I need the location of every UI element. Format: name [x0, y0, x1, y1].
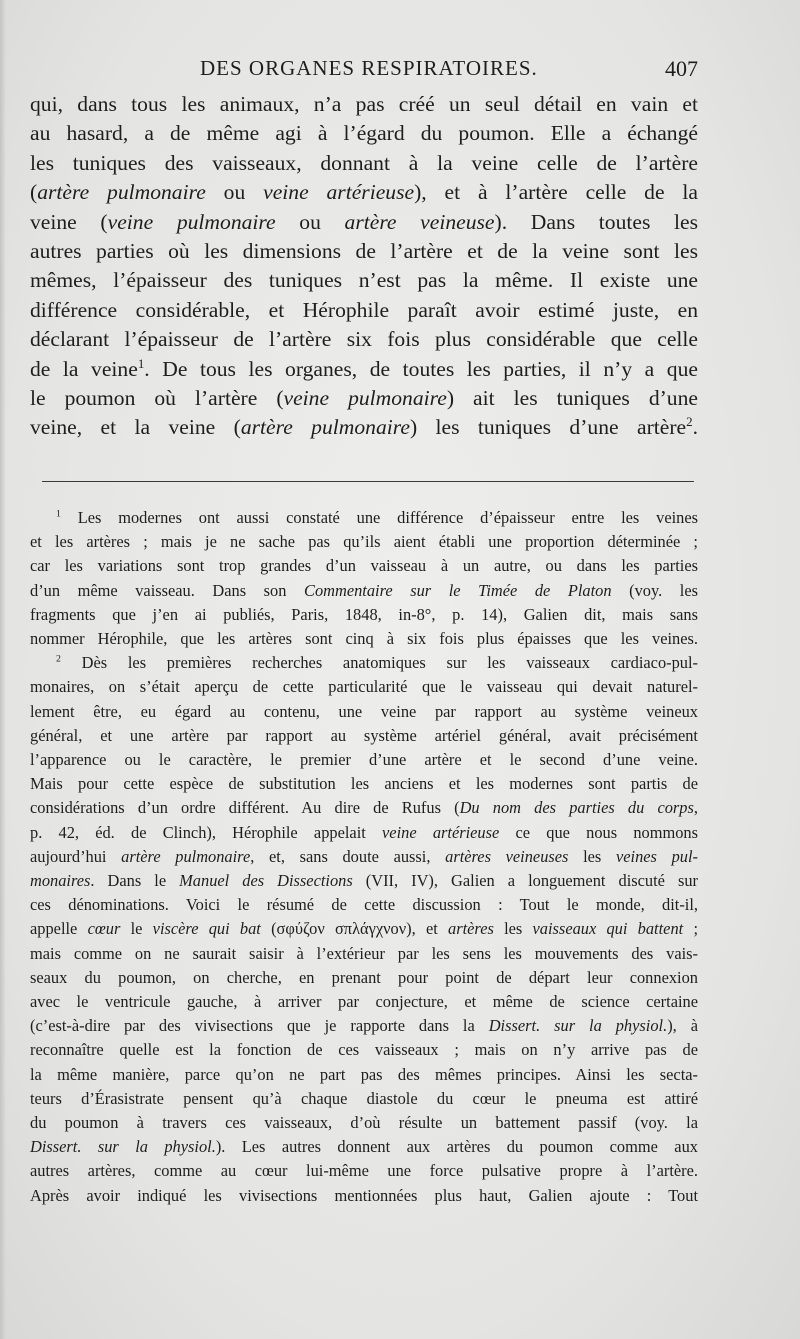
footnote-line: Mais pour cette espèce de substitution les anciens et les modernes sont partis de: [30, 774, 698, 794]
footnote-line: nommer Hérophile, que les artères sont cinq à six fois plus épaisses que les veines.: [30, 629, 698, 649]
binding-shadow: [0, 0, 6, 1339]
footnotes: [30, 506, 698, 1208]
body-text-line: qui, dans tous les animaux, n’a pas créé un seul détail en vain et: [30, 92, 698, 116]
footnote-line: la même manière, parce qu’on ne part pas des mêmes principes. Ainsi les secta-: [30, 1064, 698, 1084]
body-text-line: veine (veine pulmonaire ou artère veineuse). Dans toutes les: [30, 209, 699, 234]
page-header: [30, 52, 698, 86]
footnote-line: mais comme on ne saurait saisir à l’extérieur par les sens les mouvements des vais-: [30, 943, 698, 963]
body-text-line: veine, et la veine (artère pulmonaire) les tuniques d’une artère$^2$.: [30, 414, 699, 440]
running-head: DES ORGANES RESPIRATOIRES.: [200, 56, 538, 80]
footnote-line: lement être, eu égard au contenu, une veine par rapport au système veineux: [30, 701, 698, 721]
footnote-line: ces dénominations. Voici le résumé de cette discussion : Tout le monde, dit-il,: [30, 895, 698, 915]
footnote-line: Après avoir indiqué les vivisections mentionnées plus haut, Galien ajoute : Tout: [30, 1185, 698, 1205]
footnote-line: monaires. Dans le Manuel des Dissections (VII, IV), Galien a longuement discuté sur: [30, 871, 699, 891]
footnote-line: p. 42, éd. de Clinch), Hérophile appelait veine artérieuse ce que nous nommons: [30, 822, 699, 842]
footnote-line: teurs d’Érasistrate pensent qu’à chaque diastole du cœur le pneuma est attiré: [30, 1088, 698, 1108]
body-text-line: au hasard, a de même agi à l’égard du poumon. Elle a échangé: [30, 121, 698, 146]
body-text-line: déclarant l’épaisseur de l’artère six fois plus considérable que celle: [30, 327, 698, 352]
footnote-line: $^2$ Dès les premières recherches anatomiques sur les vaisseaux cardiaco-pul-: [56, 653, 698, 673]
footnote-line: considérations d’un ordre différent. Au dire de Rufus (Du nom des parties du corps,: [30, 798, 698, 818]
page-number: 407: [665, 56, 698, 81]
footnote-line: (c’est-à-dire par des vivisections que je rapporte dans la Dissert. sur la physiol.), à: [30, 1016, 698, 1036]
body-text-line: autres parties où les dimensions de l’artère et de la veine sont les: [30, 239, 698, 264]
footnote-line: aujourd’hui artère pulmonaire, et, sans doute aussi, artères veineuses les veines pul-: [30, 846, 698, 866]
footnote-line: $^1$ Les modernes ont aussi constaté une différence d’épaisseur entre les veines: [56, 508, 698, 527]
footnote-line: avec le ventricule gauche, à arriver par conjecture, et même de science certaine: [30, 992, 698, 1012]
footnote-line: autres artères, comme au cœur lui-même une force pulsative propre à l’artère.: [30, 1161, 698, 1181]
body-text-line: (artère pulmonaire ou veine artérieuse), et à l’artère celle de la: [30, 180, 698, 205]
body-text-line: mêmes, l’épaisseur des tuniques n’est pas la même. Il existe une: [30, 268, 698, 293]
footnote-rule: [42, 481, 694, 482]
body-text-line: le poumon où l’artère (veine pulmonaire) ait les tuniques d’une: [30, 386, 698, 411]
footnote-line: monaires, on s’était aperçu de cette particularité que le vaisseau qui devait naturel-: [30, 677, 698, 697]
footnote-line: car les variations sont trop grandes d’un vaisseau à un autre, ou dans les parties: [30, 556, 698, 576]
footnote-line: et les artères ; mais je ne sache pas qu’ils aient établi une proportion déterminée ;: [30, 532, 698, 552]
footnote-line: appelle cœur le viscère qui bat (σφύζον σπλάγχνον), et artères les vaisseaux qui battent ;: [30, 919, 698, 939]
footnote-line: Dissert. sur la physiol.). Les autres donnent aux artères du poumon comme aux: [30, 1137, 698, 1157]
footnote-line: du poumon à travers ces vaisseaux, d’où résulte un battement passif (voy. la: [30, 1113, 698, 1133]
footnote-line: d’un même vaisseau. Dans son Commentaire sur le Timée de Platon (voy. les: [30, 580, 698, 600]
body-text-line: de la veine$^1$. De tous les organes, de toutes les parties, il n’y a que: [30, 355, 698, 381]
footnote-line: seaux du poumon, on cherche, en prenant pour point de départ leur connexion: [30, 967, 698, 987]
footnote-line: général, et une artère par rapport au système artériel général, avait précisément: [30, 725, 698, 745]
footnote-line: fragments que j’en ai publiés, Paris, 1848, in-8°, p. 14), Galien dit, mais sans: [30, 604, 698, 624]
footnote-line: l’apparence ou le caractère, le premier d’une artère et le second d’une veine.: [30, 750, 698, 770]
body-text-line: les tuniques des vaisseaux, donnant à la veine celle de l’artère: [30, 150, 698, 175]
main-text: [30, 90, 698, 443]
body-text-line: différence considérable, et Hérophile paraît avoir estimé juste, en: [30, 297, 698, 322]
footnote-line: reconnaître quelle est la fonction de ces vaisseaux ; mais on n’y arrive pas de: [30, 1040, 698, 1060]
